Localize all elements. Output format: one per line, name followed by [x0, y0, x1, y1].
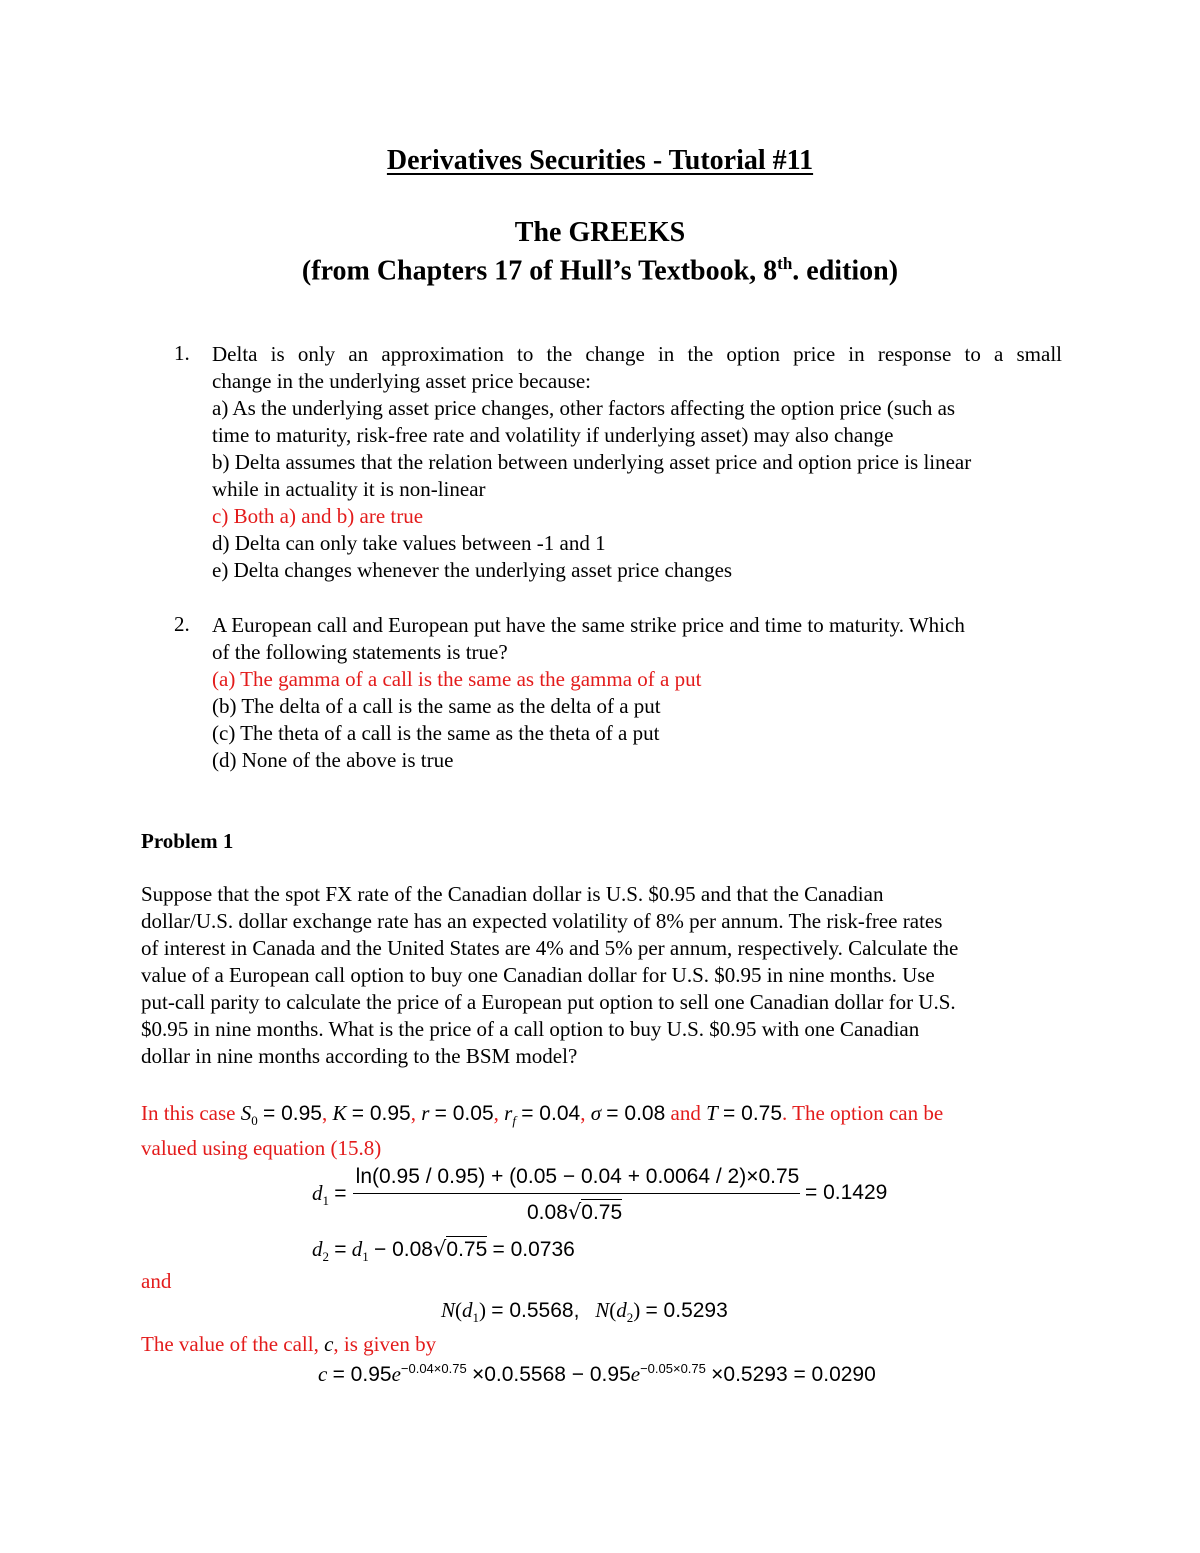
- and-text: and: [141, 1269, 172, 1293]
- question-line: change in the underlying asset price because:: [212, 369, 592, 393]
- question-line: Delta is only an approximation to the change in the option price in response to a small: [212, 342, 1062, 366]
- d1-result: = 0.1429: [805, 1181, 888, 1204]
- document-title: Derivatives Securities - Tutorial #11: [386, 145, 814, 176]
- problem-statement: [141, 881, 1061, 1070]
- option-e: e) Delta changes whenever the underlying asset price changes: [212, 558, 733, 582]
- call-value-formula: $c = 0.95e^{-0.04\times 0.75} \times 0.0.5568 - 0.95e^{-0.05\times 0.75} \times 0.5293 = 0.0290$: [318, 1361, 876, 1386]
- option-a: a) As the underlying asset price changes, other factors affecting the option price (such as: [212, 396, 956, 420]
- question-2: [212, 612, 1062, 774]
- option-d: (d) None of the above is true: [212, 748, 454, 772]
- solution-intro: In this case $S_0 = 0.95$, K = 0.95, r = 0.05, $r_f = 0.04$, σ = 0.08 and T = 0.75. The option can be: [141, 1101, 944, 1129]
- question-1: [212, 341, 1062, 584]
- d1-denominator: 0.08√0.75: [527, 1200, 623, 1224]
- d1-numerator: ln(0.95 / 0.95) + (0.05 − 0.04 + 0.0064 / 2)×0.75: [355, 1165, 800, 1188]
- question-line: of the following statements is true?: [212, 640, 508, 664]
- solution-intro-line2: valued using equation (15.8): [141, 1136, 382, 1160]
- option-c-answer: c) Both a) and b) are true: [212, 504, 424, 528]
- d1-fraction-bar: [353, 1193, 800, 1194]
- subtitle-chapters: (from Chapters 17 of Hull’s Textbook, 8th. edition): [301, 254, 899, 287]
- option-b-cont: while in actuality it is non-linear: [212, 477, 486, 501]
- problem-line: put-call parity to calculate the price of a European put option to sell one Canadian dollar for U.S.: [141, 990, 956, 1014]
- problem-line: dollar in nine months according to the BSM model?: [141, 1044, 578, 1068]
- subtitle-greeks: The GREEKS: [514, 217, 686, 248]
- option-a-cont: time to maturity, risk-free rate and volatility if underlying asset) may also change: [212, 423, 894, 447]
- problem-title: Problem 1: [141, 829, 234, 853]
- option-c: (c) The theta of a call is the same as the theta of a put: [212, 721, 660, 745]
- question-2-number: 2.: [174, 612, 190, 636]
- normal-cdf-values: $N(d_1) = 0.5568$, $N(d_2) = 0.5293$: [441, 1298, 728, 1326]
- question-1-number: 1.: [174, 341, 190, 365]
- option-b: (b) The delta of a call is the same as the delta of a put: [212, 694, 661, 718]
- problem-line: value of a European call option to buy one Canadian dollar for U.S. $0.95 in nine months. Use: [141, 963, 935, 987]
- option-b: b) Delta assumes that the relation between underlying asset price and option price is linear: [212, 450, 972, 474]
- problem-line: of interest in Canada and the United States are 4% and 5% per annum, respectively. Calculate the: [141, 936, 959, 960]
- d2-formula: $d_2 = d_1 - 0.08√0.75 = 0.0736$: [312, 1237, 575, 1265]
- problem-line: Suppose that the spot FX rate of the Canadian dollar is U.S. $0.95 and that the Canadian: [141, 882, 884, 906]
- call-value-text: The value of the call, c, is given by: [141, 1332, 437, 1356]
- problem-line: $0.95 in nine months. What is the price of a call option to buy U.S. $0.95 with one Canadian: [141, 1017, 920, 1041]
- option-a-answer: (a) The gamma of a call is the same as the gamma of a put: [212, 667, 702, 691]
- question-line: A European call and European put have the same strike price and time to maturity. Which: [212, 613, 965, 637]
- option-d: d) Delta can only take values between -1 and 1: [212, 531, 606, 555]
- d1-label: $d_1$ =: [312, 1181, 347, 1209]
- problem-line: dollar/U.S. dollar exchange rate has an expected volatility of 8% per annum. The risk-free rates: [141, 909, 943, 933]
